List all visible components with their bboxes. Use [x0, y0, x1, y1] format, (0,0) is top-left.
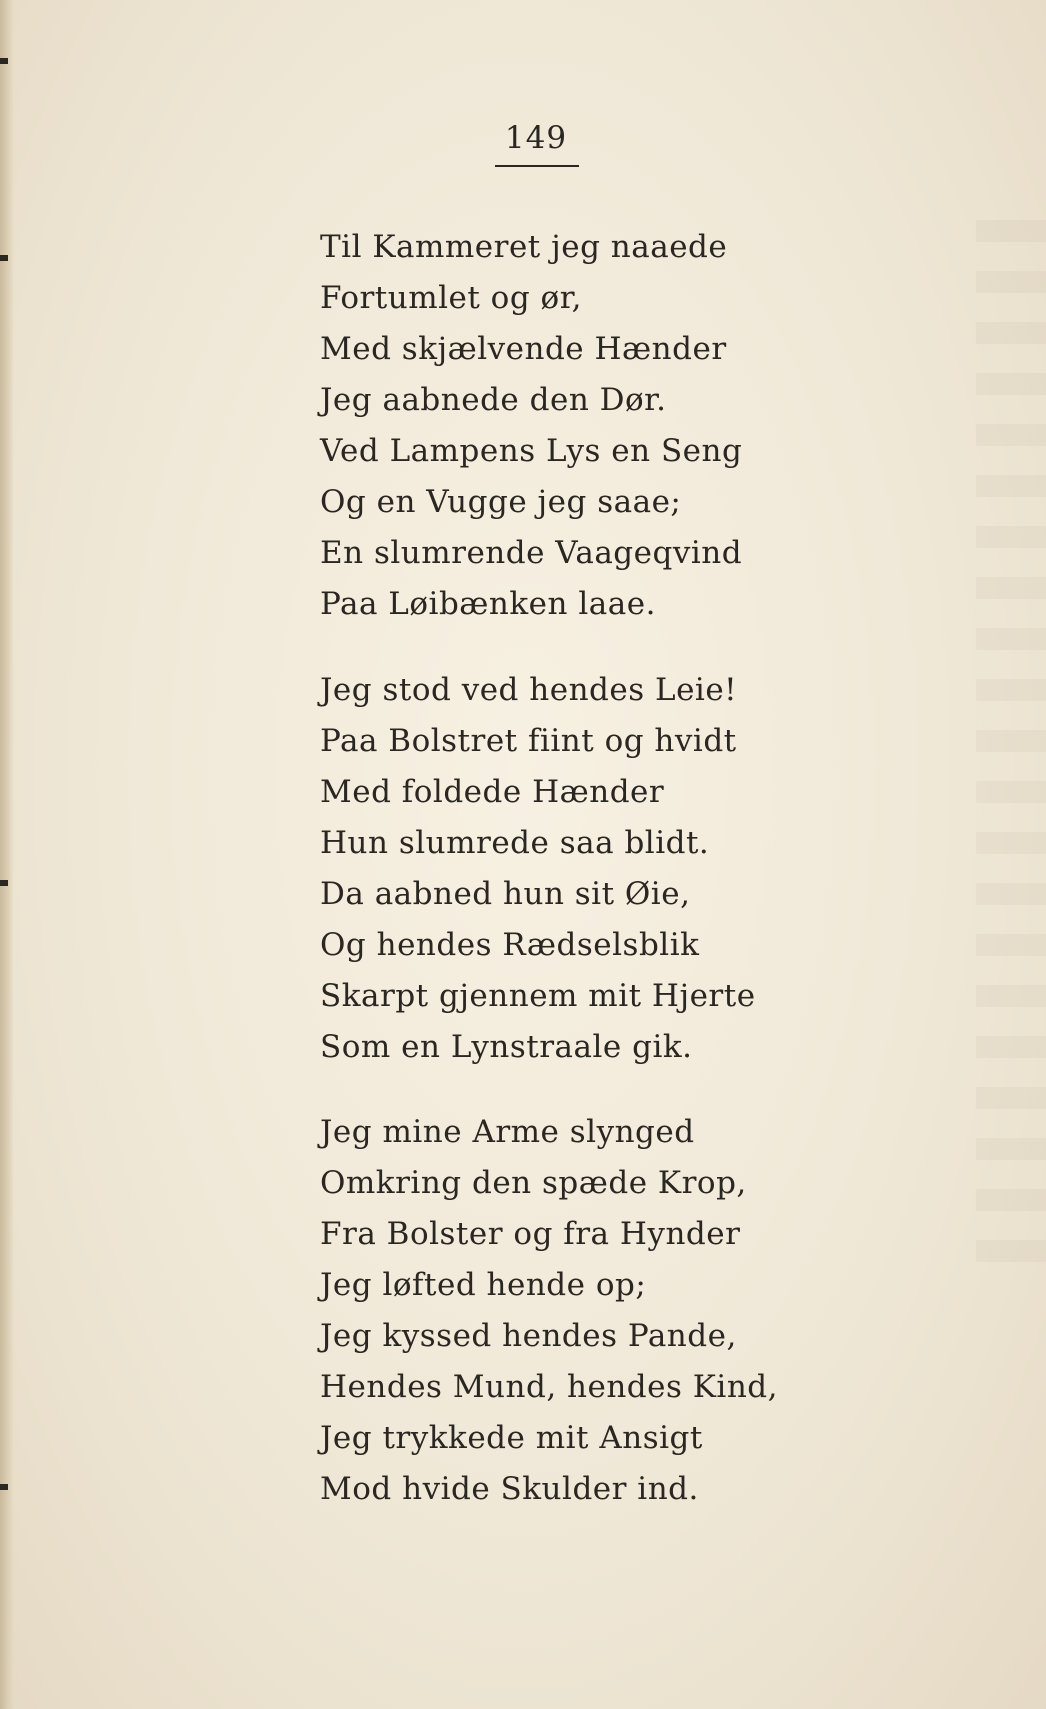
stanza [320, 665, 756, 1073]
edge-mark [0, 880, 8, 886]
poem-line: Omkring den spæde Krop, [320, 1165, 747, 1201]
poem-line: Jeg stod ved hendes Leie! [320, 672, 738, 708]
poem-line: Fra Bolster og fra Hynder [320, 1216, 741, 1252]
show-through-text [976, 220, 1046, 1270]
edge-mark [0, 1484, 8, 1490]
poem-line: Hendes Mund, hendes Kind, [320, 1369, 778, 1405]
poem-line: Jeg aabnede den Dør. [320, 382, 667, 418]
poem-line: Jeg trykkede mit Ansigt [320, 1420, 703, 1456]
poem-line: Til Kammeret jeg naaede [320, 229, 728, 265]
poem-line: Jeg løfted hende op; [320, 1267, 647, 1303]
poem-line: Paa Løibænken laae. [320, 586, 656, 622]
poem-line: Jeg mine Arme slynged [320, 1114, 695, 1150]
poem-line: Paa Bolstret fiint og hvidt [320, 723, 737, 759]
poem-line: Og hendes Rædselsblik [320, 927, 700, 963]
stanza [320, 1107, 778, 1515]
poem-line: En slumrende Vaageqvind [320, 535, 743, 571]
poem-line: Mod hvide Skulder ind. [320, 1471, 699, 1507]
poem-line: Hun slumrede saa blidt. [320, 825, 710, 861]
poem-line: Med foldede Hænder [320, 774, 665, 810]
poem-line: Fortumlet og ør, [320, 280, 582, 316]
page-number: 149 [504, 120, 568, 156]
stanza [320, 222, 742, 630]
poem-line: Med skjælvende Hænder [320, 331, 727, 367]
poem-line: Jeg kyssed hendes Pande, [320, 1318, 737, 1354]
poem-line: Skarpt gjennem mit Hjerte [320, 978, 756, 1014]
poem-line: Da aabned hun sit Øie, [320, 876, 691, 912]
poem-line: Ved Lampens Lys en Seng [320, 433, 743, 469]
edge-mark [0, 58, 8, 64]
edge-mark [0, 255, 8, 261]
poem-line: Som en Lynstraale gik. [320, 1029, 693, 1065]
page-number-rule [495, 165, 579, 167]
poem-line: Og en Vugge jeg saae; [320, 484, 682, 520]
